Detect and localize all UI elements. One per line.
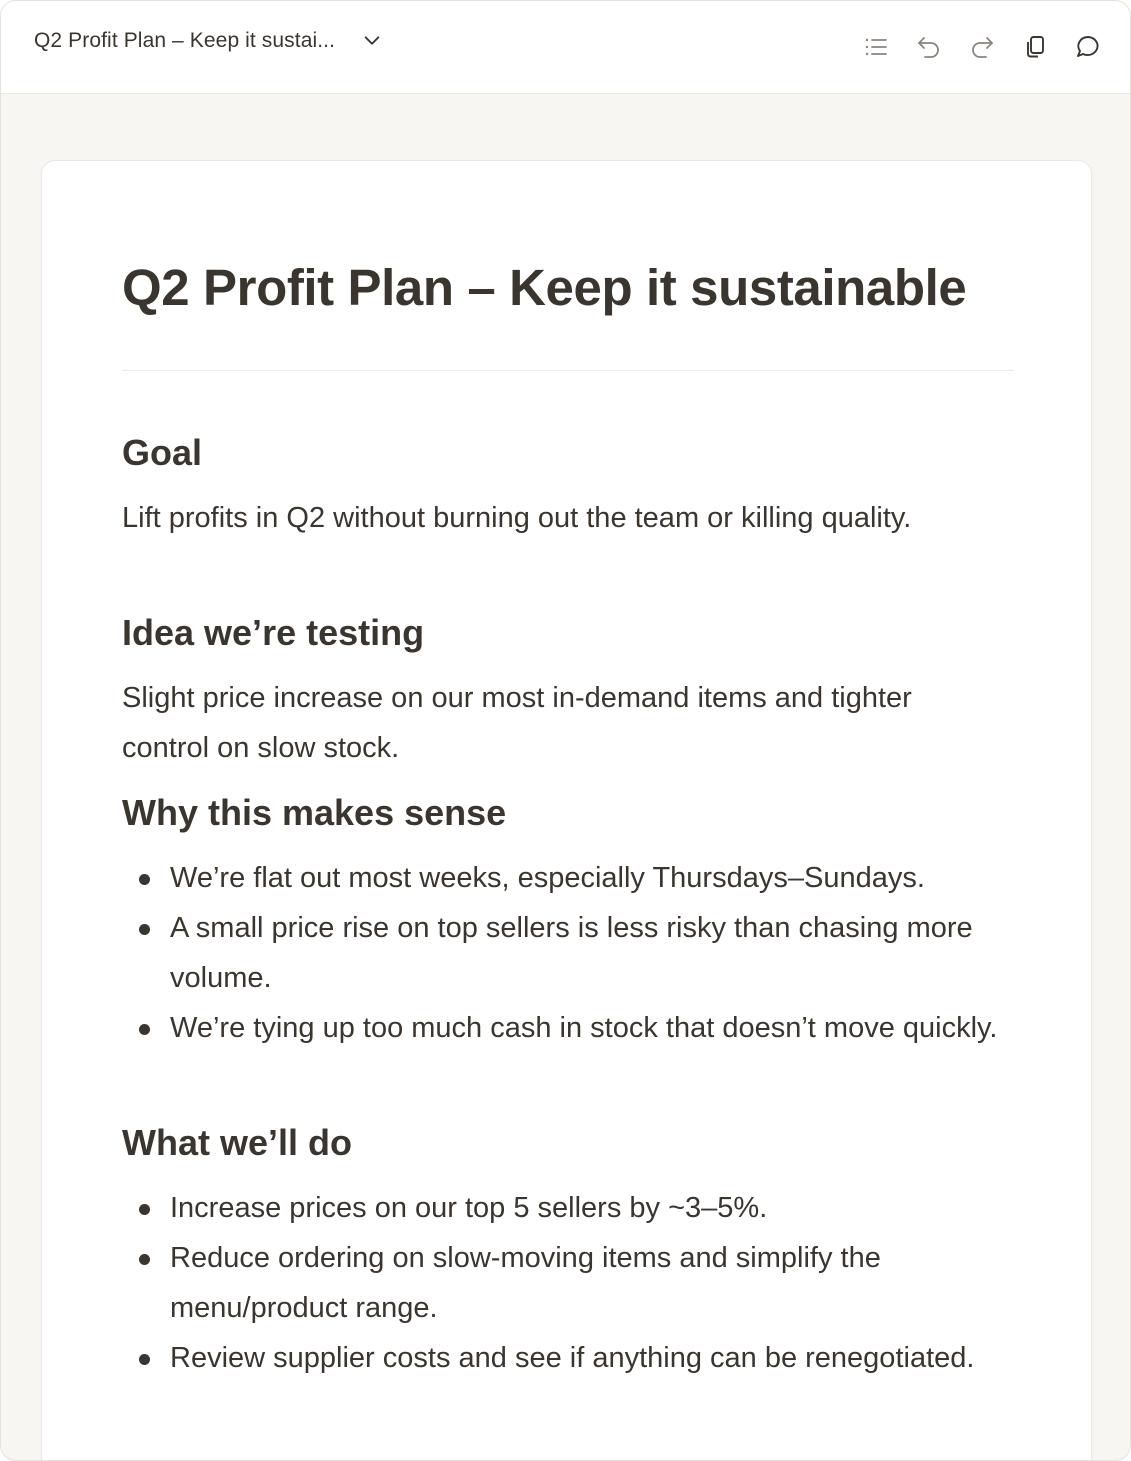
list-item-text: We’re tying up too much cash in stock that doesn’t move quickly.	[170, 1012, 998, 1044]
comment-button[interactable]	[1073, 30, 1103, 64]
list-item[interactable]	[122, 1183, 1014, 1233]
bullet-icon	[139, 874, 150, 885]
comment-icon	[1074, 33, 1102, 61]
list-item-text: Reduce ordering on slow-moving items and simplify the menu/product range.	[170, 1242, 881, 1324]
bullet-icon	[139, 1204, 150, 1215]
outline-button[interactable]	[861, 30, 891, 64]
section-heading-goal[interactable]: Goal	[122, 432, 203, 473]
bullet-icon	[139, 1254, 150, 1265]
redo-button[interactable]	[967, 30, 997, 64]
copy-button[interactable]	[1020, 30, 1050, 64]
list-item-text: Review supplier costs and see if anything can be renegotiated.	[170, 1342, 975, 1374]
undo-button[interactable]	[914, 30, 944, 64]
top-bar	[1, 1, 1130, 94]
document-card	[41, 160, 1092, 1461]
chevron-down-icon	[361, 30, 383, 52]
title-divider	[122, 370, 1014, 371]
list-icon	[862, 33, 890, 61]
section-heading-what[interactable]: What we’ll do	[122, 1122, 352, 1163]
document-title-label: Q2 Profit Plan – Keep it sustai...	[34, 29, 336, 52]
section-heading-why[interactable]: Why this makes sense	[122, 792, 507, 833]
list-item[interactable]	[122, 1333, 1014, 1383]
list-item[interactable]	[122, 1233, 1014, 1333]
list-item-text: Increase prices on our top 5 sellers by ~3–5%.	[170, 1192, 768, 1224]
section-heading-idea[interactable]: Idea we’re testing	[122, 612, 425, 653]
list-item[interactable]	[122, 853, 1014, 903]
document-title-dropdown[interactable]	[34, 29, 383, 53]
bullet-list-what	[122, 1183, 1014, 1383]
list-item[interactable]	[122, 1003, 1014, 1053]
bullet-icon	[139, 1024, 150, 1035]
redo-icon	[968, 33, 996, 61]
section-body-goal[interactable]: Lift profits in Q2 without burning out the team or killing quality.	[122, 502, 912, 534]
bullet-list-why	[122, 853, 1014, 1053]
undo-icon	[915, 33, 943, 61]
toolbar	[861, 30, 1103, 64]
bullet-icon	[139, 1354, 150, 1365]
list-item[interactable]	[122, 903, 1014, 1003]
bullet-icon	[139, 924, 150, 935]
copy-icon	[1021, 33, 1049, 61]
document-title[interactable]: Q2 Profit Plan – Keep it sustainable	[122, 259, 967, 316]
section-body-idea[interactable]: Slight price increase on our most in-demand items and tighter control on slow stock.	[122, 682, 912, 764]
list-item-text: A small price rise on top sellers is less risky than chasing more volume.	[170, 912, 973, 994]
list-item-text: We’re flat out most weeks, especially Thursdays–Sundays.	[170, 862, 925, 894]
